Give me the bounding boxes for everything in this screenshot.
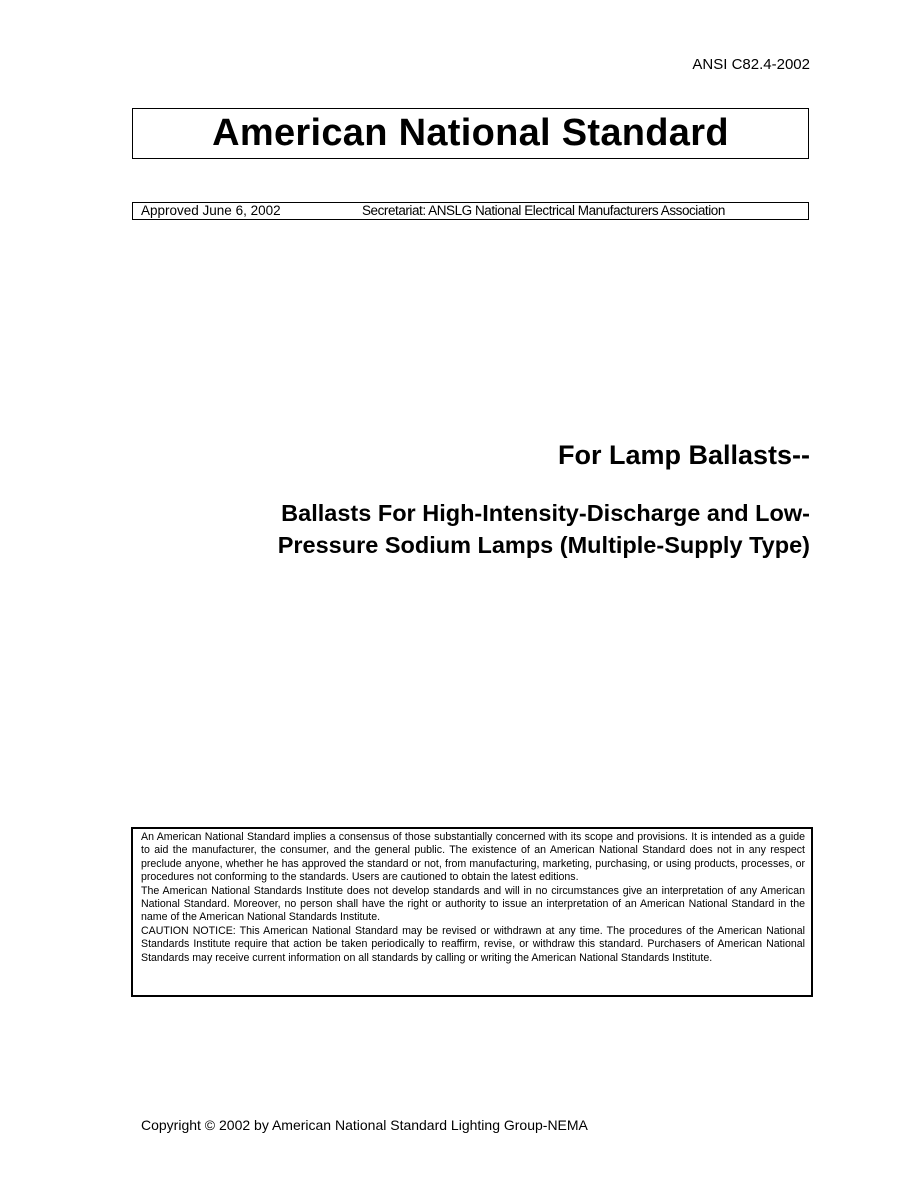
notice-paragraph-consensus: An American National Standard implies a consensus of those substantially concerned with its scope and provisions. It is intended as a guide to aid the manufacturer, the consumer, and the general public. The existence of an American National Standard does not in any respect preclude anyone, whether he has approved the standard or not, from manufacturing, marketing, purchasing, or using products, processes, or procedures not conforming to the standards. Users are cautioned to obtain the latest editions. [141, 831, 805, 884]
approval-bar [132, 202, 809, 220]
notice-box [131, 827, 813, 997]
copyright-notice: Copyright © 2002 by American National Standard Lighting Group-NEMA [141, 1117, 588, 1133]
document-id: ANSI C82.4-2002 [692, 56, 810, 73]
subtitle-line-1: Ballasts For High-Intensity-Discharge and Low- [281, 500, 810, 526]
subtitle-line-2: Pressure Sodium Lamps (Multiple-Supply Type) [277, 532, 810, 558]
title-box [132, 108, 809, 159]
secretariat: Secretariat: ANSLG National Electrical Manufacturers Association [362, 203, 725, 218]
notice-paragraph-interpretation: The American National Standards Institute does not develop standards and will in no circumstances give an interpretation of any American National Standard. Moreover, no person shall have the right or authority to issue an interpretation of an American National Standard in the name of the American National Standards Institute. [141, 884, 805, 924]
notice-paragraph-caution: CAUTION NOTICE: This American National Standard may be revised or withdrawn at any time. The procedures of the American National Standards Institute require that action be taken periodically to reaffirm, revise, or withdraw this standard. Purchasers of American National Standards may receive current information on all standards by calling or writing the American National Standards Institute. [141, 924, 805, 964]
approval-date: Approved June 6, 2002 [141, 203, 281, 218]
subject-heading: For Lamp Ballasts-- [557, 440, 810, 470]
page-title: American National Standard [212, 112, 729, 154]
subject-subtitle [170, 497, 810, 561]
